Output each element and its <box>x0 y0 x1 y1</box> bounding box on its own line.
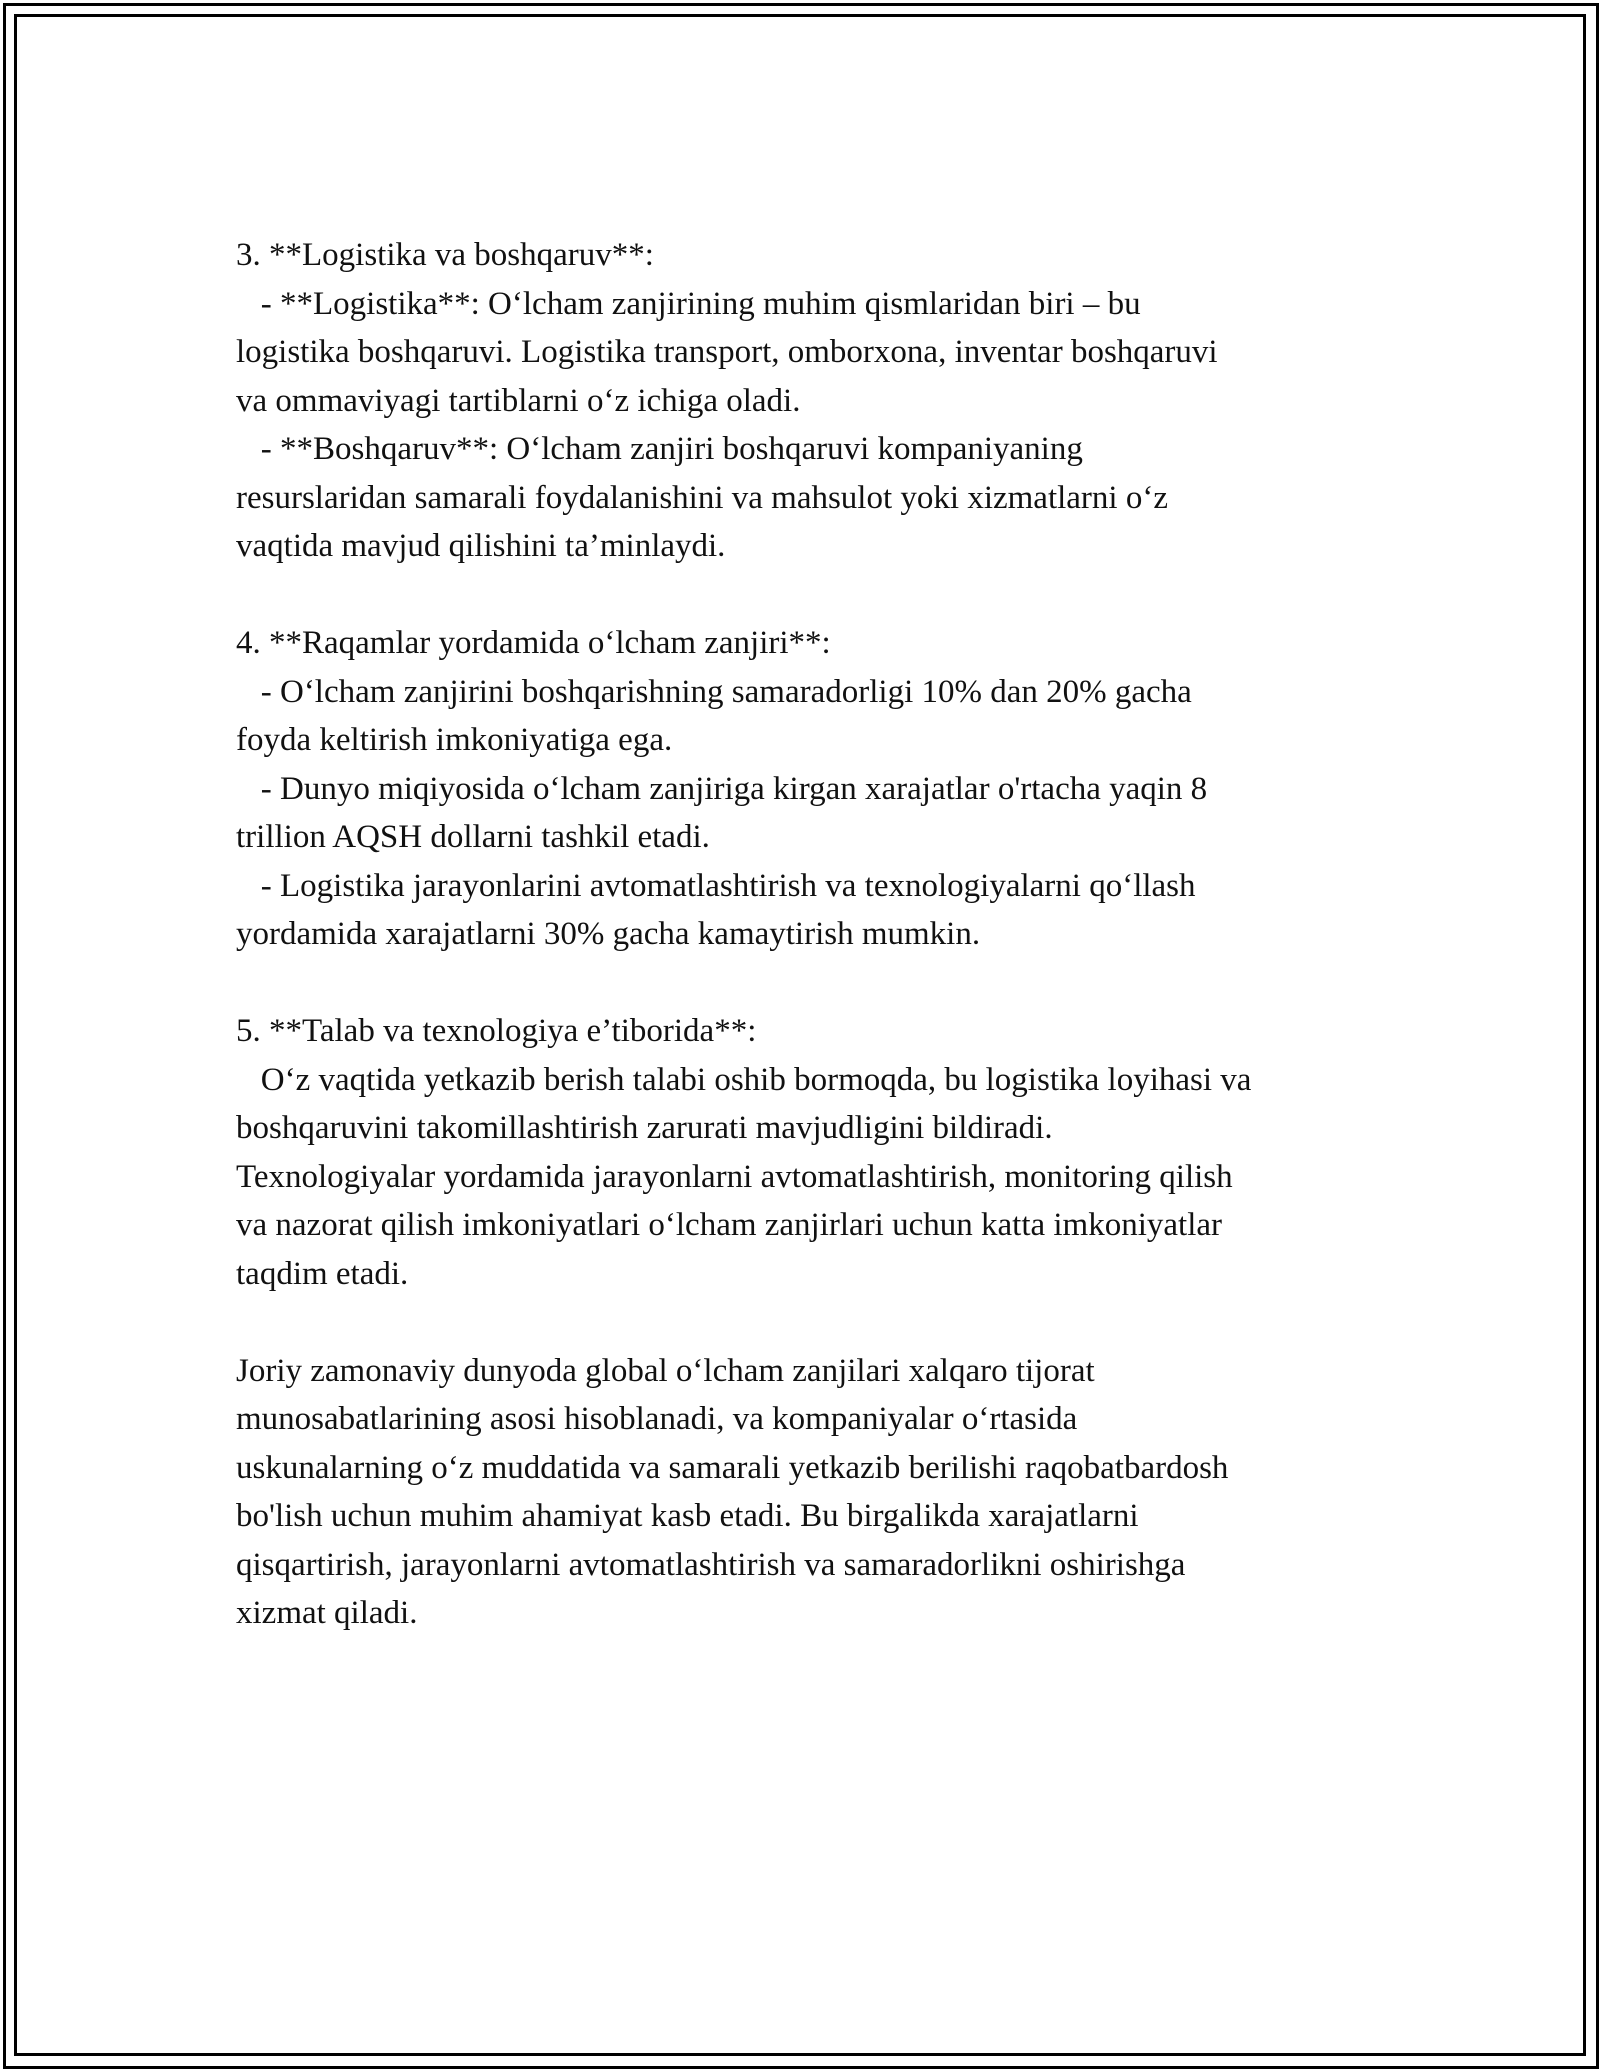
section-4-line: foyda keltirish imkoniyatiga ega. <box>236 722 673 758</box>
section-4-line: - O‘lcham zanjirini boshqarishning samaradorligi 10% dan 20% gacha <box>236 673 1192 710</box>
paragraph-gap <box>236 959 1376 1008</box>
section-3-line: resurslaridan samarali foydalanishini va mahsulot yoki xizmatlarni o‘z <box>236 479 1168 516</box>
section-5-line: va nazorat qilish imkoniyatlari o‘lcham zanjirlari uchun katta imkoniyatlar <box>236 1207 1223 1243</box>
section-4-line: trillion AQSH dollarni tashkil etadi. <box>236 819 710 855</box>
conclusion-line: munosabatlarining asosi hisoblanadi, va kompaniyalar o‘rtasida <box>236 1401 1078 1437</box>
section-3 <box>236 231 1376 571</box>
conclusion-line: Joriy zamonaviy dunyoda global o‘lcham zanjilari xalqaro tijorat <box>236 1352 1095 1389</box>
paragraph-gap <box>236 1298 1376 1347</box>
section-5 <box>236 1007 1376 1298</box>
section-3-line: - **Logistika**: O‘lcham zanjirining muhim qismlaridan biri – bu <box>236 285 1141 322</box>
conclusion-line: bo'lish uchun muhim ahamiyat kasb etadi. Bu birgalikda xarajatlarni <box>236 1498 1139 1534</box>
section-3-line: - **Boshqaruv**: O‘lcham zanjiri boshqaruvi kompaniyaning <box>236 431 1083 467</box>
section-4 <box>236 619 1376 959</box>
section-3-heading: 3. **Logistika va boshqaruv**: <box>236 237 654 273</box>
section-4-line: yordamida xarajatlarni 30% gacha kamaytirish mumkin. <box>236 916 981 952</box>
conclusion-line: uskunalarning o‘z muddatida va samarali yetkazib berilishi raqobatbardosh <box>236 1449 1229 1486</box>
section-5-line: O‘z vaqtida yetkazib berish talabi oshib bormoqda, bu logistika loyihasi va <box>236 1061 1252 1098</box>
conclusion-paragraph <box>236 1347 1376 1638</box>
section-4-line: - Logistika jarayonlarini avtomatlashtirish va texnologiyalarni qo‘llash <box>236 867 1196 904</box>
document-body <box>236 231 1376 1638</box>
section-5-line: taqdim etadi. <box>236 1255 409 1292</box>
section-5-line: boshqaruvini takomillashtirish zarurati mavjudligini bildiradi. <box>236 1110 1053 1146</box>
section-3-line: va ommaviyagi tartiblarni o‘z ichiga oladi. <box>236 382 801 419</box>
section-5-line: Texnologiyalar yordamida jarayonlarni avtomatlashtirish, monitoring qilish <box>236 1158 1233 1195</box>
conclusion-line: qisqartirish, jarayonlarni avtomatlashtirish va samaradorlikni oshirishga <box>236 1546 1186 1583</box>
section-3-line: logistika boshqaruvi. Logistika transport, omborxona, inventar boshqaruvi <box>236 334 1218 370</box>
section-4-heading: 4. **Raqamlar yordamida o‘lcham zanjiri**: <box>236 625 831 661</box>
paragraph-gap <box>236 571 1376 620</box>
section-5-heading: 5. **Talab va texnologiya e’tiborida**: <box>236 1013 757 1049</box>
conclusion-line: xizmat qiladi. <box>236 1595 418 1631</box>
section-3-line: vaqtida mavjud qilishini ta’minlaydi. <box>236 528 726 564</box>
section-4-line: - Dunyo miqiyosida o‘lcham zanjiriga kirgan xarajatlar o'rtacha yaqin 8 <box>236 770 1208 807</box>
